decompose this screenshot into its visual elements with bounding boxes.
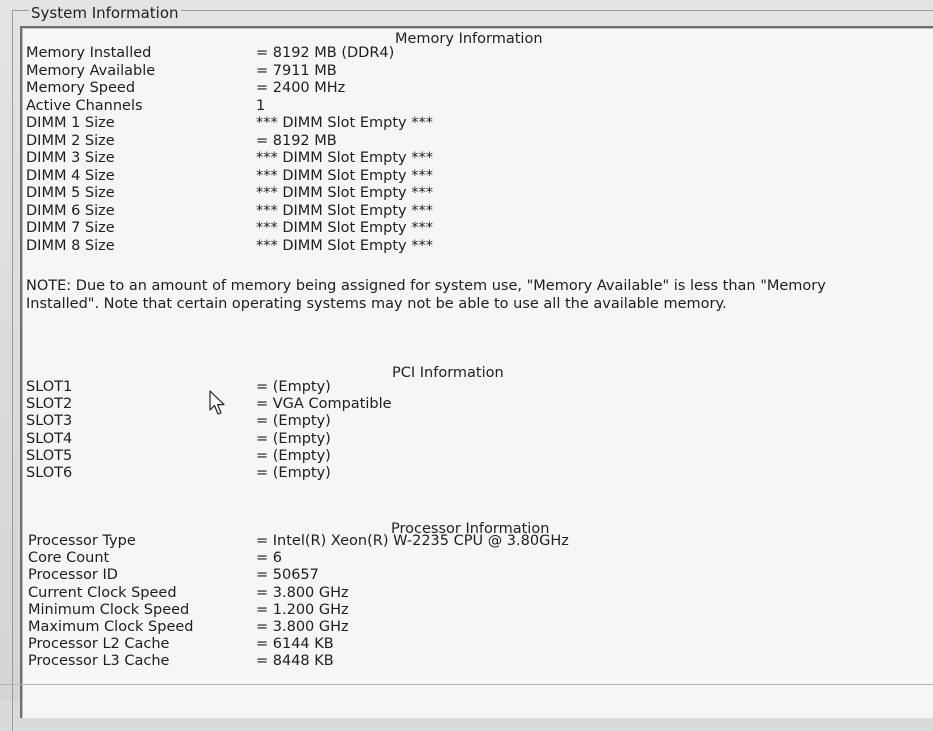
info-value: = 8192 MB [256,132,337,149]
info-value: = 6 [256,550,282,567]
info-label: SLOT1 [26,379,73,395]
info-row [22,45,922,62]
info-label: Minimum Clock Speed [28,601,190,618]
info-value: = 7911 MB [256,62,337,79]
info-value: = (Empty) [256,413,331,430]
info-value: = 8448 KB [256,653,334,670]
memory-section-title: Memory Information [395,31,543,47]
info-label: SLOT4 [26,430,73,447]
info-value: *** DIMM Slot Empty *** [256,237,433,254]
info-value: = 8192 MB (DDR4) [256,45,395,61]
info-label: SLOT3 [26,413,73,430]
pci-section-title: PCI Information [392,365,504,381]
info-row [22,567,922,584]
info-value: = (Empty) [256,430,331,447]
info-row [22,448,922,465]
info-label: Processor ID [28,567,118,584]
info-value: *** DIMM Slot Empty *** [256,167,433,184]
info-row [22,150,922,167]
info-value: *** DIMM Slot Empty *** [256,150,433,166]
info-label: DIMM 6 Size [26,202,115,219]
info-label: Processor L3 Cache [28,653,170,670]
info-label: Current Clock Speed [28,584,177,601]
info-row [22,653,922,670]
info-row [22,220,922,237]
system-information-panel [20,26,933,718]
info-label: DIMM 4 Size [26,167,115,184]
processor-section-title: Processor Information [391,521,550,537]
info-value: = (Empty) [256,447,331,464]
info-value: = 1.200 GHz [256,601,349,618]
info-row [22,115,922,132]
group-title: System Information [31,4,179,22]
info-value: 1 [256,97,266,114]
info-label: Memory Speed [26,80,136,96]
info-label: DIMM 5 Size [26,185,115,201]
info-label: SLOT2 [26,396,73,413]
info-label: SLOT5 [26,447,73,464]
info-label: DIMM 7 Size [26,220,115,236]
info-label: Processor L2 Cache [28,636,170,653]
info-row [22,80,922,97]
mouse-pointer-icon [208,390,228,416]
memory-note: NOTE: Due to an amount of memory being assigned for system use, "Memory Available" is less than "Memory Installed". Note that certain operating systems may not be able to use all the available memory. [26,278,826,312]
info-label: DIMM 2 Size [26,132,115,149]
info-value: *** DIMM Slot Empty *** [256,185,433,201]
bottom-divider [0,684,933,685]
info-value: = 50657 [256,567,319,584]
info-row [22,133,922,150]
info-row [22,533,922,550]
info-value: *** DIMM Slot Empty *** [256,220,433,236]
info-value: = 2400 MHz [256,80,346,96]
info-value: = (Empty) [256,465,331,481]
info-label: Processor Type [28,533,136,549]
info-label: Maximum Clock Speed [28,619,194,635]
info-value: = 6144 KB [256,636,334,653]
info-value: *** DIMM Slot Empty *** [256,115,433,131]
info-row [22,185,922,202]
info-row [22,238,922,255]
info-row [22,602,922,619]
info-row [22,636,922,653]
info-row [22,465,922,482]
info-row [22,98,922,115]
info-label: Memory Available [26,62,156,79]
info-label: Active Channels [26,97,143,114]
info-row [22,413,922,430]
info-label: Core Count [28,550,110,567]
info-label: SLOT6 [26,465,73,481]
info-value: = Intel(R) Xeon(R) W-2235 CPU @ 3.80GHz [256,533,569,549]
info-row [22,585,922,602]
info-value: = VGA Compatible [256,396,392,413]
info-row [22,431,922,448]
info-row [22,396,922,413]
info-label: DIMM 8 Size [26,237,115,254]
info-value: *** DIMM Slot Empty *** [256,202,433,219]
info-value: = 3.800 GHz [256,619,349,635]
info-label: DIMM 1 Size [26,115,115,131]
info-label: Memory Installed [26,45,152,61]
info-row [22,168,922,185]
info-row [22,550,922,567]
info-row [22,203,922,220]
info-value: = 3.800 GHz [256,584,349,601]
info-row [22,63,922,80]
info-label: DIMM 3 Size [26,150,115,166]
info-row [22,619,922,636]
info-value: = (Empty) [256,379,331,395]
info-row [22,379,922,396]
